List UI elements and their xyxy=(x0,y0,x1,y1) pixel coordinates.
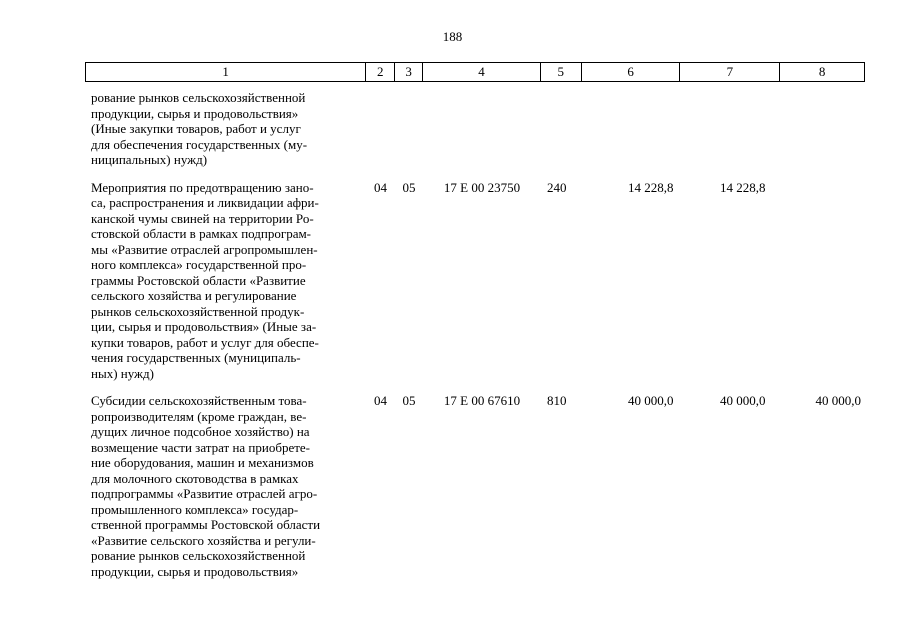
description-line: ного комплекса» государственной про- xyxy=(91,257,307,272)
table-body xyxy=(85,90,865,579)
description-line: мы «Развитие отраслей агропромышлен- xyxy=(91,241,318,257)
row-pr: 05 xyxy=(402,179,416,195)
row-year-3: 40 000,0 xyxy=(815,393,861,408)
description-line: чения государственных (муниципаль- xyxy=(91,350,301,365)
description-line: Субсидии сельскохозяйственным това- xyxy=(91,393,307,408)
description-line: «Развитие сельского хозяйства и регули- xyxy=(91,532,316,548)
table-row xyxy=(85,90,865,168)
description-line: купки товаров, работ и услуг для обеспе- xyxy=(91,334,319,350)
description-line: рование рынков сельскохозяйственной xyxy=(91,548,306,563)
description-line: Мероприятия по предотвращению зано- xyxy=(91,179,314,195)
description-line: ропроизводителям (кроме граждан, ве- xyxy=(91,408,307,424)
row-year-1 xyxy=(582,90,681,168)
row-csr xyxy=(423,90,541,168)
row-rz: 04 xyxy=(374,393,387,408)
row-vr: 810 xyxy=(547,393,567,408)
description-line: канской чумы свиней на территории Ро- xyxy=(91,210,314,226)
row-csr: 17 Е 00 67610 xyxy=(443,393,521,408)
description-line: ции, сырья и продовольствия» (Иные за- xyxy=(91,319,317,334)
row-year-2: 14 228,8 xyxy=(720,179,766,195)
description-line: для молочного скотоводства в рамках xyxy=(91,470,299,486)
row-pr: 05 xyxy=(402,393,416,408)
row-description xyxy=(85,393,366,579)
row-description xyxy=(85,90,366,168)
row-description xyxy=(85,180,366,382)
description-line: подпрограммы «Развитие отраслей агро- xyxy=(91,486,318,501)
row-rz xyxy=(366,90,395,168)
description-line: (Иные закупки товаров, работ и услуг xyxy=(91,121,301,136)
header-col-4: 4 xyxy=(423,63,541,81)
description-line: продукции, сырья и продовольствия» xyxy=(91,563,299,579)
header-col-3: 3 xyxy=(395,63,423,81)
table-row xyxy=(85,180,865,382)
header-col-6: 6 xyxy=(582,63,681,81)
description-line: са, распространения и ликвидации афри- xyxy=(91,195,319,210)
header-col-7: 7 xyxy=(680,63,780,81)
row-vr xyxy=(541,90,582,168)
row-rz: 04 xyxy=(374,179,387,195)
description-line: ниципальных) нужд) xyxy=(91,152,208,167)
header-col-5: 5 xyxy=(541,63,582,81)
description-line: ных) нужд) xyxy=(91,365,154,381)
row-year-2 xyxy=(681,90,781,168)
row-year-1: 14 228,8 xyxy=(628,179,674,195)
description-line: для обеспечения государственных (му- xyxy=(91,136,308,152)
row-year-3 xyxy=(781,180,865,382)
row-pr xyxy=(395,90,423,168)
description-line: граммы Ростовской области «Развитие xyxy=(91,272,306,288)
header-col-1: 1 xyxy=(86,63,366,81)
description-line: ние оборудования, машин и механизмов xyxy=(91,455,314,470)
description-line: рынков сельскохозяйственной продук- xyxy=(91,303,305,319)
description-line: продукции, сырья и продовольствия» xyxy=(91,105,299,121)
row-year-1: 40 000,0 xyxy=(628,393,674,408)
row-csr: 17 Е 00 23750 xyxy=(443,179,521,195)
description-line: стовской области в рамках подпрограм- xyxy=(91,226,312,241)
description-line: промышленного комплекса» государ- xyxy=(91,501,299,517)
row-year-3 xyxy=(781,90,865,168)
table-row xyxy=(85,393,865,579)
description-line: рование рынков сельскохозяйственной xyxy=(91,90,306,105)
description-line: сельского хозяйства и регулирование xyxy=(91,288,297,303)
row-vr: 240 xyxy=(547,179,567,195)
description-line: дущих личное подсобное хозяйство) на xyxy=(91,424,310,439)
header-col-8: 8 xyxy=(818,64,826,79)
page-number: 188 xyxy=(442,29,463,44)
header-col-2: 2 xyxy=(366,63,395,81)
row-year-2: 40 000,0 xyxy=(720,393,766,408)
table-header xyxy=(85,62,865,82)
description-line: возмещение части затрат на приобрете- xyxy=(91,439,311,455)
description-line: ственной программы Ростовской области xyxy=(91,517,321,532)
